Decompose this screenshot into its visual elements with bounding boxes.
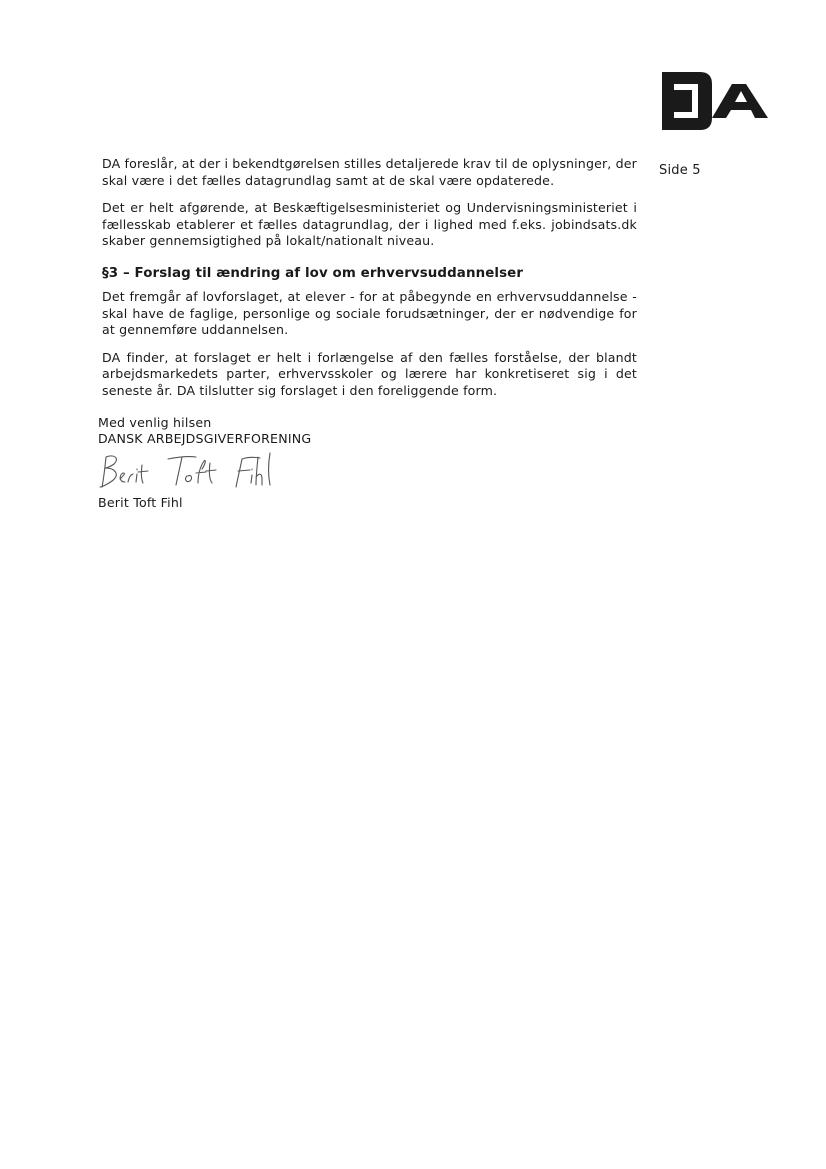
signatory-name: Berit Toft Fihl — [98, 495, 183, 510]
greeting: Med venlig hilsen — [98, 415, 212, 430]
handwritten-signature — [92, 449, 277, 493]
letter-body — [102, 156, 637, 399]
paragraph: Det er helt afgørende, at Beskæftigelsesministeriet og Undervisningsministeriet i fællesskab etablerer et fælles datagrundlag, der i lighed med f.eks. jobindsats.dk skaber gennemsigtighed på lokalt/nationalt niveau. — [102, 200, 637, 248]
paragraph: DA finder, at forslaget er helt i forlængelse af den fælles forståelse, der blandt arbejdsmarkedets parter, erhvervsskoler og lærere har konkretiseret sig i det seneste år. DA tilslutter sig forslaget i den foreliggende form. — [102, 349, 637, 398]
paragraph: DA foreslår, at der i bekendtgørelsen stilles detaljerede krav til de oplysninger, der skal være i det fælles datagrundlag samt at de skal være opdaterede. — [102, 156, 637, 188]
section-heading: §3 – Forslag til ændring af lov om erhvervsuddannelser — [102, 265, 524, 281]
closing-block — [98, 415, 311, 447]
da-logo — [660, 70, 770, 132]
organization-name: DANSK ARBEJDSGIVERFORENING — [98, 431, 312, 446]
page-number-label: Side 5 — [659, 163, 701, 178]
paragraph: Det fremgår af lovforslaget, at elever - for at påbegynde en erhvervsuddannelse - skal have de faglige, personlige og sociale forudsætninger, der er nødvendige for at gennemføre uddannelsen. — [102, 289, 637, 337]
